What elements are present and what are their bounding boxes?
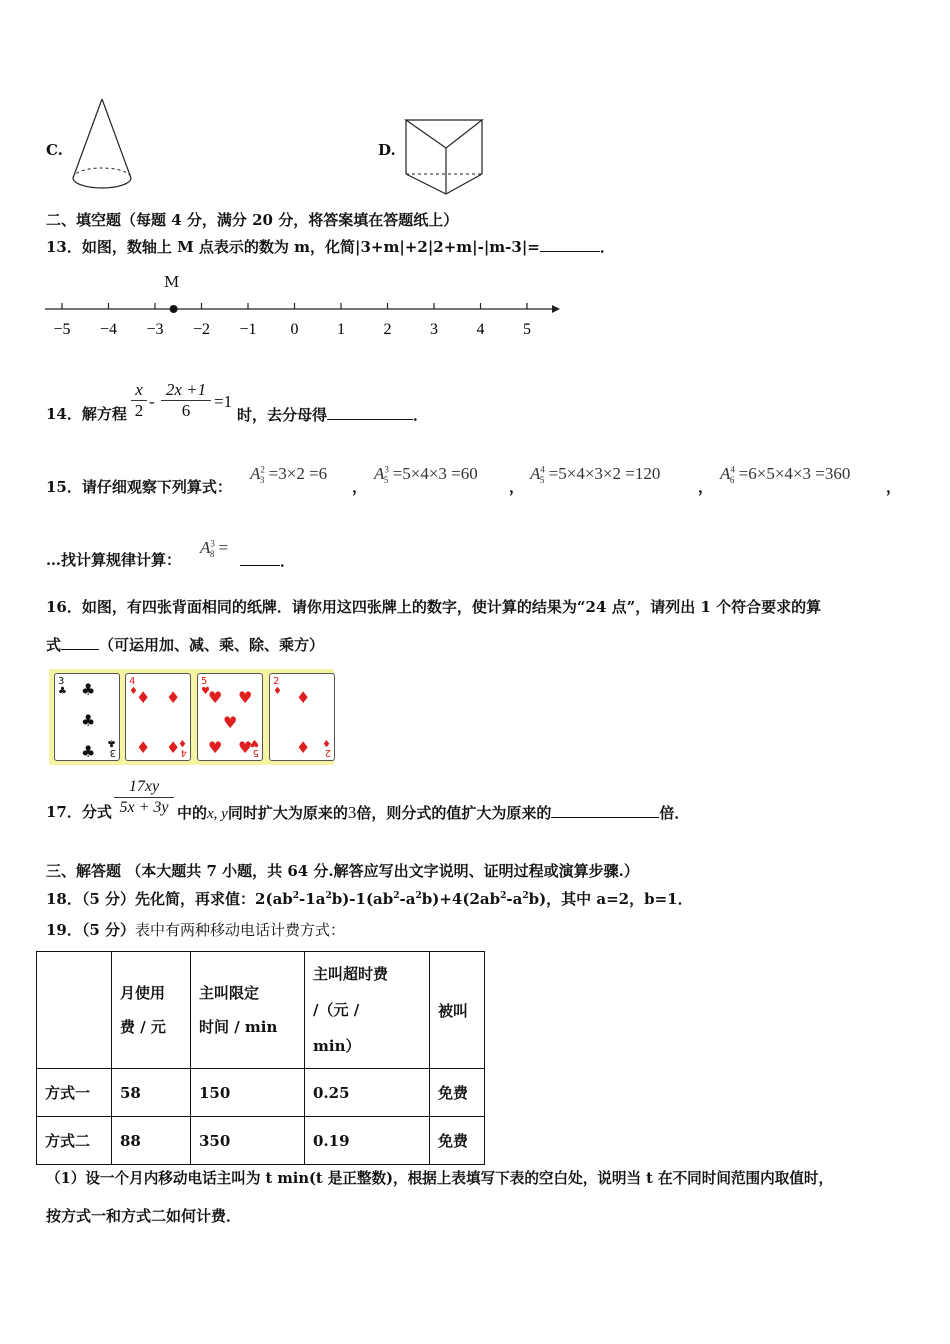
table-row <box>37 1117 485 1165</box>
card-pip: ♥ <box>208 688 223 707</box>
q15-expr-4: $A^4_6 =6\times 5\times 4\times 3 =360$ <box>720 464 851 486</box>
table-cell: 0.19 <box>305 1117 430 1165</box>
card-pip: ♣ <box>81 711 96 730</box>
q19-prefix: 19．（5 分） <box>46 921 136 939</box>
q17-numerator: 17xy <box>114 777 174 798</box>
table-cell: 350 <box>191 1117 305 1165</box>
q17-mid2: 同时扩大为原来的 <box>227 804 348 822</box>
number-line-tick-label: 1 <box>337 321 345 338</box>
table-header-row <box>37 952 485 1069</box>
q16-line2-a: 式 <box>46 636 62 654</box>
number-line-tick-label: 5 <box>523 321 531 338</box>
question-18: 18．（5 分）先化简，再求值：$2(ab^2-1a^2b)-1(ab^2-a^2b)+4(2ab^2-a^2b)$，其中 a=2，b=1． <box>46 890 693 908</box>
number-line-tick-label: 4 <box>476 321 485 338</box>
card-pip: ♦ <box>136 688 151 707</box>
card-rank: 3 ♣ <box>58 676 67 697</box>
number-line-tick-label: 0 <box>290 321 299 338</box>
q17-three: 3 <box>347 803 357 822</box>
q17-prefix: 17．分式 <box>46 803 112 821</box>
q14-end: ． <box>413 406 429 424</box>
q15-comma-1: ， <box>352 478 368 496</box>
number-line-tick-label: −3 <box>146 321 164 338</box>
card-pip: ♥ <box>208 738 223 757</box>
question-13 <box>46 237 615 256</box>
playing-card <box>197 673 263 761</box>
table-cell: 方式二 <box>37 1117 112 1165</box>
card-pip: ♦ <box>296 688 311 707</box>
number-line-tick-label: −5 <box>53 321 71 338</box>
card-pip: ♦ <box>136 738 151 757</box>
option-d-label: D. <box>378 141 396 159</box>
card-pip: ♦ <box>166 688 181 707</box>
playing-card <box>54 673 120 761</box>
q17-denominator: 5x + 3y <box>119 799 169 816</box>
q17-vars: x, y <box>207 806 228 822</box>
number-line-tick-label: −2 <box>192 321 211 338</box>
card-pip: ♦ <box>296 738 311 757</box>
q14-fraction-1 <box>131 380 147 421</box>
q15-expr-2: $A^3_5 =5\times 4\times 3 =60$ <box>374 464 478 486</box>
card-rank: 3 ♣ <box>107 737 116 758</box>
table-header-cell: 被叫 <box>430 952 485 1069</box>
question-19 <box>46 921 345 939</box>
q17-end: 倍． <box>659 804 690 822</box>
q17-fraction <box>114 777 174 818</box>
card-rank: 5 ♥ <box>201 676 210 697</box>
cone-figure <box>68 96 136 196</box>
q14-frac1-denominator: 2 <box>134 401 144 420</box>
table-cell: 88 <box>112 1117 191 1165</box>
q14-suffix-text: 时，去分母得 <box>237 406 328 424</box>
q16-line1: 16．如图，有四张背面相同的纸牌．请你用这四张牌上的数字，使计算的结果为“24 点”，请列出 1 个符合要求的算 <box>46 598 822 616</box>
table-row <box>37 1069 485 1117</box>
q15-expr-1: $A^2_3 =3\times 2 =6$ <box>250 464 328 486</box>
q16-line2-b: （可运用加、减、乘、除、乘方） <box>99 636 325 654</box>
table-header-cell: 月使用 费 / 元 <box>112 952 191 1069</box>
q15-answer-blank[interactable] <box>240 551 280 566</box>
q15-expr-5: $A^3_8$ = <box>200 538 229 560</box>
section-3-heading: 三、解答题 （本大题共 7 小题，共 64 分.解答应写出文字说明、证明过程或演算步骤.） <box>46 862 639 880</box>
q19-sub1-line2: 按方式一和方式二如何计费． <box>46 1207 242 1225</box>
table-cell: 免费 <box>430 1117 485 1165</box>
q15-end: ． <box>280 552 296 570</box>
number-line-tick-label: 3 <box>430 321 438 338</box>
table-header-cell: 主叫超时费 /（元 / min） <box>305 952 430 1069</box>
section-2-heading: 二、填空题（每题 4 分，满分 20 分，将答案填在答题纸上） <box>46 211 459 229</box>
table-cell: 58 <box>112 1069 191 1117</box>
table-header-cell <box>37 952 112 1069</box>
q13-text: 13．如图，数轴上 M 点表示的数为 m，化简|3+m|+2|2+m|-|m-3|= <box>46 238 540 256</box>
card-rank: 2 ♦ <box>273 676 282 697</box>
q19-intro: 表中有两种移动电话计费方式： <box>135 921 346 939</box>
q14-frac2-numerator: 2x +1 <box>161 380 211 401</box>
card-pip: ♣ <box>81 742 96 761</box>
number-line-tick-label: −4 <box>99 321 118 338</box>
card-rank: 2 ♦ <box>322 737 331 758</box>
point-m-label: M <box>164 273 180 291</box>
q14-prefix: 14．解方程 <box>46 405 127 423</box>
q15-comma-3: ， <box>698 478 714 496</box>
q15-expr-3: $A^4_5 =5\times 4\times 3\times 2 =120$ <box>530 464 661 486</box>
prism-figure <box>400 112 490 198</box>
q14-frac1-numerator: x <box>131 380 147 401</box>
q15-answer <box>240 551 295 570</box>
point-m <box>170 305 178 313</box>
card-pip: ♦ <box>166 738 181 757</box>
q17-mid1: 中的 <box>177 804 208 822</box>
q17-body <box>177 803 689 823</box>
q13-end: ． <box>599 238 615 256</box>
q15-comma-2: ， <box>509 478 525 496</box>
q14-suffix <box>237 405 428 424</box>
table-header-cell: 主叫限定 时间 / min <box>191 952 305 1069</box>
q13-answer-blank[interactable] <box>540 237 600 252</box>
card-pip: ♥ <box>238 738 253 757</box>
q15-comma-4: ， <box>886 478 902 496</box>
card-rank: 4 ♦ <box>178 737 187 758</box>
playing-card <box>125 673 191 761</box>
q15-prefix: 15．请仔细观察下列算式： <box>46 478 232 496</box>
table-cell: 方式一 <box>37 1069 112 1117</box>
fee-table <box>36 951 485 1165</box>
card-pip: ♣ <box>81 680 96 699</box>
q14-rhs: =1 <box>214 392 233 411</box>
number-line-tick-label: −1 <box>239 321 257 338</box>
q14-answer-blank[interactable] <box>327 405 413 420</box>
q14-frac2-denominator: 6 <box>181 401 191 420</box>
number-line-tick-label: 2 <box>383 321 392 338</box>
playing-card <box>269 673 335 761</box>
card-pip: ♥ <box>223 713 238 732</box>
option-c-label: C. <box>46 141 63 159</box>
q17-answer-blank[interactable] <box>551 803 659 818</box>
number-line <box>40 290 570 340</box>
q15-line2: …找计算规律计算： <box>46 551 182 569</box>
q14-minus: - <box>149 392 155 411</box>
table-cell: 0.25 <box>305 1069 430 1117</box>
q16-answer-blank[interactable] <box>61 635 99 650</box>
table-cell: 150 <box>191 1069 305 1117</box>
q14-fraction-2 <box>161 380 211 421</box>
card-rank: 4 ♦ <box>129 676 138 697</box>
card-rank: 5 ♥ <box>250 737 259 758</box>
q17-mid3: 倍，则分式的值扩大为原来的 <box>356 804 552 822</box>
card-pip: ♥ <box>238 688 253 707</box>
q16-line2 <box>46 635 324 654</box>
table-cell: 免费 <box>430 1069 485 1117</box>
q19-sub1-line1: （1）设一个月内移动电话主叫为 t min(t 是正整数)，根据上表填写下表的空白处，说明当 t 在不同时间范围内取值时， <box>46 1170 834 1187</box>
